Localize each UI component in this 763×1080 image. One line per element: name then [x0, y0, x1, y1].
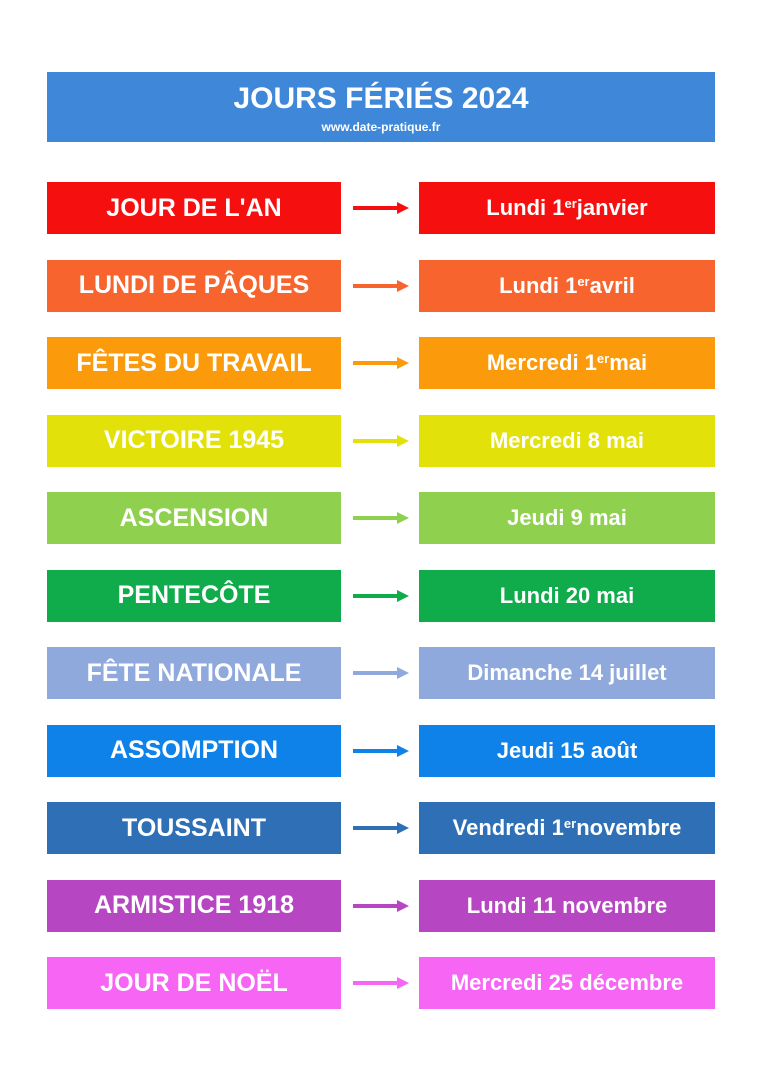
holiday-date — [419, 492, 715, 544]
holiday-row — [47, 647, 715, 699]
date-text: Mercredi 25 décembre — [450, 970, 684, 995]
holiday-name: ASCENSION — [47, 492, 341, 544]
arrow-right-icon-graphic — [353, 202, 409, 214]
holiday-row — [47, 570, 715, 622]
holiday-date: Vendredi 1 $^{er}$ novembre — [419, 802, 715, 854]
holiday-date: Lundi 1 $^{er}$ avril — [419, 260, 715, 312]
holiday-list — [47, 182, 715, 1035]
holiday-date — [419, 957, 715, 1009]
arrow-head — [397, 280, 409, 292]
holiday-date: Mercredi 1 $^{er}$ mai — [419, 337, 715, 389]
arrow-right-icon-graphic — [353, 590, 409, 602]
holiday-date — [419, 725, 715, 777]
page-title: JOURS FÉRIÉS 2024 — [233, 82, 529, 115]
holiday-row — [47, 725, 715, 777]
arrow-right-icon — [353, 977, 409, 989]
arrow-right-icon — [353, 822, 409, 834]
date-text: Vendredi 1 — [452, 815, 564, 840]
arrow-shaft — [353, 671, 399, 675]
holiday-name: ARMISTICE 1918 — [47, 880, 341, 932]
arrow-right-icon — [353, 357, 409, 369]
holiday-name: FÊTES DU TRAVAIL — [47, 337, 341, 389]
arrow-right-icon-graphic — [353, 977, 409, 989]
arrow-right-icon — [353, 435, 409, 447]
arrow-right-icon — [353, 202, 409, 214]
arrow-head — [397, 900, 409, 912]
holiday-row — [47, 880, 715, 932]
date-month: avril — [589, 272, 635, 298]
arrow-head — [397, 202, 409, 214]
arrow-shaft — [353, 284, 399, 288]
holiday-date: Lundi 1 $^{er}$ janvier — [419, 182, 715, 234]
holiday-name: LUNDI DE PÂQUES — [47, 260, 341, 312]
site-url: www.date-pratique.fr — [321, 120, 441, 134]
holiday-name: FÊTE NATIONALE — [47, 647, 341, 699]
arrow-shaft — [353, 439, 399, 443]
arrow-shaft — [353, 516, 399, 520]
holiday-date — [419, 880, 715, 932]
header-banner — [47, 72, 715, 142]
date-text: Lundi 11 novembre — [466, 892, 668, 918]
holiday-name: TOUSSAINT — [47, 802, 341, 854]
arrow-shaft — [353, 206, 399, 210]
arrow-head — [397, 590, 409, 602]
arrow-right-icon-graphic — [353, 357, 409, 369]
arrow-right-icon-graphic — [353, 822, 409, 834]
arrow-shaft — [353, 749, 399, 753]
arrow-right-icon — [353, 590, 409, 602]
holiday-row — [47, 802, 715, 854]
arrow-right-icon — [353, 900, 409, 912]
arrow-shaft — [353, 826, 399, 830]
arrow-shaft — [353, 981, 399, 985]
date-text: Dimanche 14 juillet — [467, 660, 667, 685]
arrow-right-icon-graphic — [353, 745, 409, 757]
holiday-date — [419, 415, 715, 467]
arrow-right-icon-graphic — [353, 435, 409, 447]
holiday-name: PENTECÔTE — [47, 570, 341, 622]
arrow-shaft — [353, 594, 399, 598]
arrow-head — [397, 667, 409, 679]
arrow-right-icon-graphic — [353, 900, 409, 912]
arrow-right-icon — [353, 667, 409, 679]
arrow-shaft — [353, 361, 399, 365]
arrow-head — [397, 357, 409, 369]
arrow-right-icon — [353, 745, 409, 757]
holiday-row — [47, 957, 715, 1009]
holiday-name: JOUR DE NOËL — [47, 957, 341, 1009]
holiday-row — [47, 182, 715, 234]
arrow-right-icon — [353, 512, 409, 524]
date-text: Lundi 20 mai — [499, 582, 635, 608]
arrow-right-icon-graphic — [353, 280, 409, 292]
holiday-row — [47, 415, 715, 467]
date-text: Mercredi 1 — [486, 350, 597, 375]
date-text: Mercredi 8 mai — [489, 427, 645, 453]
arrow-right-icon-graphic — [353, 667, 409, 679]
date-text: Jeudi 15 août — [496, 737, 638, 763]
date-month: janvier — [576, 195, 648, 220]
arrow-right-icon-graphic — [353, 512, 409, 524]
date-month: novembre — [576, 815, 682, 840]
arrow-right-icon — [353, 280, 409, 292]
holiday-name: VICTOIRE 1945 — [47, 415, 341, 467]
holiday-date — [419, 570, 715, 622]
date-month: mai — [609, 350, 648, 375]
holiday-row — [47, 492, 715, 544]
holiday-name: JOUR DE L'AN — [47, 182, 341, 234]
date-text: Lundi 1 — [499, 272, 578, 298]
holiday-name: ASSOMPTION — [47, 725, 341, 777]
holiday-row — [47, 260, 715, 312]
arrow-head — [397, 822, 409, 834]
date-text: Lundi 1 — [486, 195, 565, 220]
arrow-head — [397, 745, 409, 757]
arrow-head — [397, 435, 409, 447]
holiday-date — [419, 647, 715, 699]
date-text: Jeudi 9 mai — [507, 505, 627, 530]
arrow-shaft — [353, 904, 399, 908]
arrow-head — [397, 512, 409, 524]
arrow-head — [397, 977, 409, 989]
holiday-row — [47, 337, 715, 389]
